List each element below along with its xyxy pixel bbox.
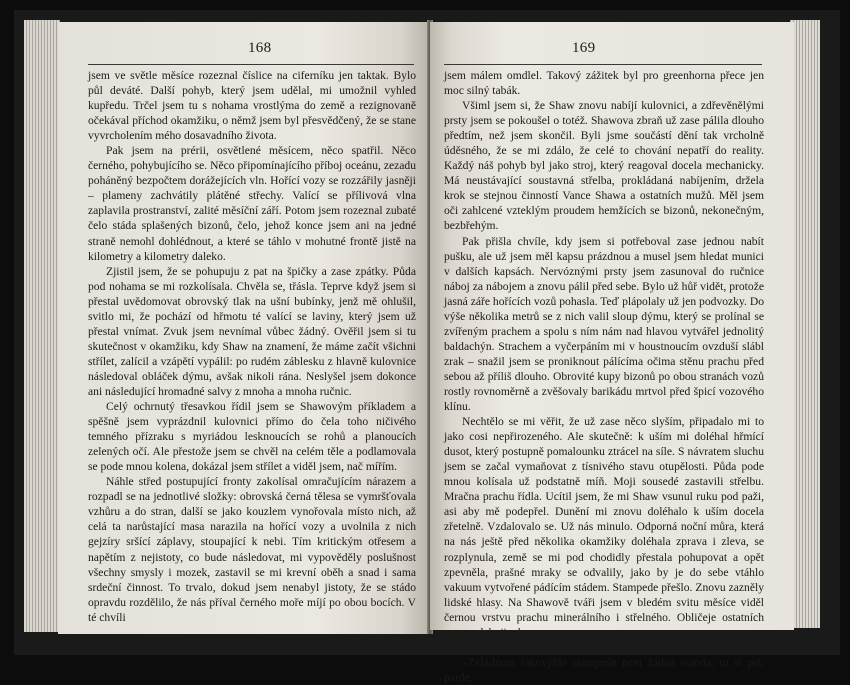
- page-number-left: 168: [248, 40, 272, 56]
- page-edges-right: [790, 20, 820, 628]
- paragraph: Pak přišla chvíle, kdy jsem si potřeboval zase jednou nabít pušku, ale už jsem měl kapsu prázdnou a musel jsem hledat munici v dalších kapsách. Nervóznými prsty jsem zasunoval do ručnice náboj za nábojem a znovu pálil před sebe. Bylo už hůř vidět, protože jasná záře hořících vozů pohasla. Teď plápolaly už jen podvozky. Do výše několika metrů se z nich valil sloup dýmu, který se prolínal se zvířeným prachem a spolu s ním nám nad hlavou vytvářel jednolitý baldachýn. Strachem a vyčerpáním mi v houstnoucím ovzduší slábl zrak – snažil jsem se proniknout pálícíma očima stěnu prachu před sebou až příliš dlouho. Obrovité kupy bizonů po obou stranách vozů rostly rovnoměrně a zvěšovaly barikádu mrtvol před špicí vozového klínu.: [444, 234, 764, 414]
- right-page: [430, 22, 794, 684]
- paragraph: Nechtělo se mi věřit, že už zase něco slyším, připadalo mi to jako cosi nepřirozeného. Ale skutečně: k uším mi doléhal hřmící dusot, který postupně pomalounku ztrácel na síle. S návratem sluchu jsem se začal vymaňovat z tísnivého stavu otupělosti. Půda pode mnou kolísala už podstatně míň. Moji sousedé zastavili střelbu. Mračna prachu řídla. Ucítil jsem, že mi Shaw vsunul ruku pod paži, asi aby mě podepřel. Dunění mi znovu doléhalo k uším docela zřetelně. Vzdalovalo se. Už nás minulo. Odporná noční můra, která na nás ještě před několika okamžiky doléhala zprava i zleva, se rozplynula, země se mi pod chodidly přestala pohupovat a opět zpevněla, prašné mraky se odvalily, jako by je do sebe vtáhlo vakuum vytvořené pádícím stádem. Stampede přešlo. Znovu zazněly lidské hlasy. Na Shawově tváři jsem v bledém svitu měsíce viděl černou vrstvu prachu minerálního i střelného. Obličeje ostatních nevypadaly jinak.: [444, 415, 764, 639]
- paragraph: jsem ve světle měsíce rozeznal číslice na ciferníku jen taktak. Bylo půl deváté. Další pohyb, který jsem udělal, mi umožnil vyhled kupředu. Trčel jsem tu s nohama vrostlýma do země a rezignovaně očekával příchod okamžiku, o němž jsem byl přesvědčený, že se stane vyvrcholením mého dosavadního života.: [88, 69, 416, 143]
- paragraph: Zjistil jsem, že se pohupuju z pat na špičky a zase zpátky. Půda pod nohama se mi rozkolísala. Chvěla se, třásla. Teprve když jsem si přestal uvědomovat obrovský tlak na ušní bubínky, jenž mě ohlušil, svitlo mi, že pochází od hřmotu té valící se laviny, který jsem už přestal vnímat. Zvuk jsem nevnímal vůbec žádný. Ověřil jsem si tu skutečnost v okamžiku, kdy Shaw na znamení, že máme začít všichni střílet, zalícil a vzápětí vypálil: po rudém záblesku z hlavně kulovnice následoval obláček dýmu, avšak nikoli rána. Neslyšel jsem dokonce ani následující hromadné salvy z mnoha a mnoha ručnic.: [88, 264, 416, 398]
- left-page-text: [88, 68, 416, 625]
- page-edges-left: [24, 20, 60, 632]
- paragraph: Všiml jsem si, že Shaw znovu nabíjí kulovnici, a zdřevěnělými prsty jsem se pokoušel o totéž. Shawova zbraň už zase pálila dlouho předtím, než jsem skončil. Byli jsme součástí dění tak vrcholně úděsného, že se mi zdálo, že celé to chování nepatří do reality. Každý náš pohyb byl jako stroj, který reagoval docela mechanicky. Má neustávající soustavná střelba, prokládaná nabíjením, držela krok se stejnou činností Vance Shawa a ostatních mužů. Měl jsem oči zahlcené vzteklým proudem hemžících se bizonů, nekonečným, bezbřehým.: [444, 99, 764, 233]
- paragraph: Náhle střed postupující fronty zakolísal omračujícím nárazem a rozpadl se na jednotlivé složky: obrovská černá tělesa se vymršťovala vzhůru a do stran, další se jako kouzlem vynořovala místo nich, až celá ta narůstající masa narazila na hořící vozy a uvolnila z nich gejzíry sršící záplavy, stoupající k nebi. Tím kritickým otřesem a napětím z nejistoty, co bude následovat, mi vypověděly poslušnost všechny smysly i mozek, zastavil se mi krevní oběh a snad i sama srdeční činnost. To trvalo, dokud jsem nenabyl jistoty, že se stádo opravdu rozdělilo, že nás příval černého moře míjí po obou bocích. V té chvíli: [88, 475, 416, 624]
- paragraph: Ocelový stisk Shawových prstů na mé ruce nepolevoval.: [462, 640, 725, 654]
- header-rule-left: [88, 64, 414, 65]
- page-number-right: 169: [572, 40, 596, 56]
- paragraph: Celý ochrnutý třesavkou řídil jsem se Shawovým příkladem a spěšně jsem vyprázdnil kulovnici přímo do čela toho ničivého temného přízraku s myriádou lesknoucích se rohů a planoucích zelených očí. Ale přestože jsem se chvěl na celém těle a podlamovala se pode mnou kolena, dokázal jsem střílet a viděl jsem, nač mířím.: [88, 400, 416, 474]
- header-rule-right: [444, 64, 762, 65]
- left-page: [58, 22, 430, 634]
- paragraph: »Zvládnout takovýhle stampede není žádná sranda, to si piš, parde,: [444, 655, 764, 684]
- paragraph: jsem málem omdlel. Takový zážitek byl pro greenhorna přece jen moc silný tabák.: [444, 69, 764, 98]
- right-page-text: [444, 68, 764, 685]
- paragraph: Pak jsem na prérii, osvětlené měsícem, něco spatřil. Něco černého, pohybujícího se. Něco připomínajícího příboj oceánu, zezadu poháněný bezpočtem dorážejících vln. Hořící vozy se rozzářily jasněji – plameny zachvátily plátěné střechy. Valící se přílivová vlna zaplavila prostranství, zalité měsíční září. Potom jsem rozeznal zubaté čelo stáda splašených bizonů, čelo, jehož konce jsem ani na jedné straně nemohl dohlédnout, a které se táhlo v mohutné frontě jistě na kilometry a kilometry daleko.: [88, 144, 416, 263]
